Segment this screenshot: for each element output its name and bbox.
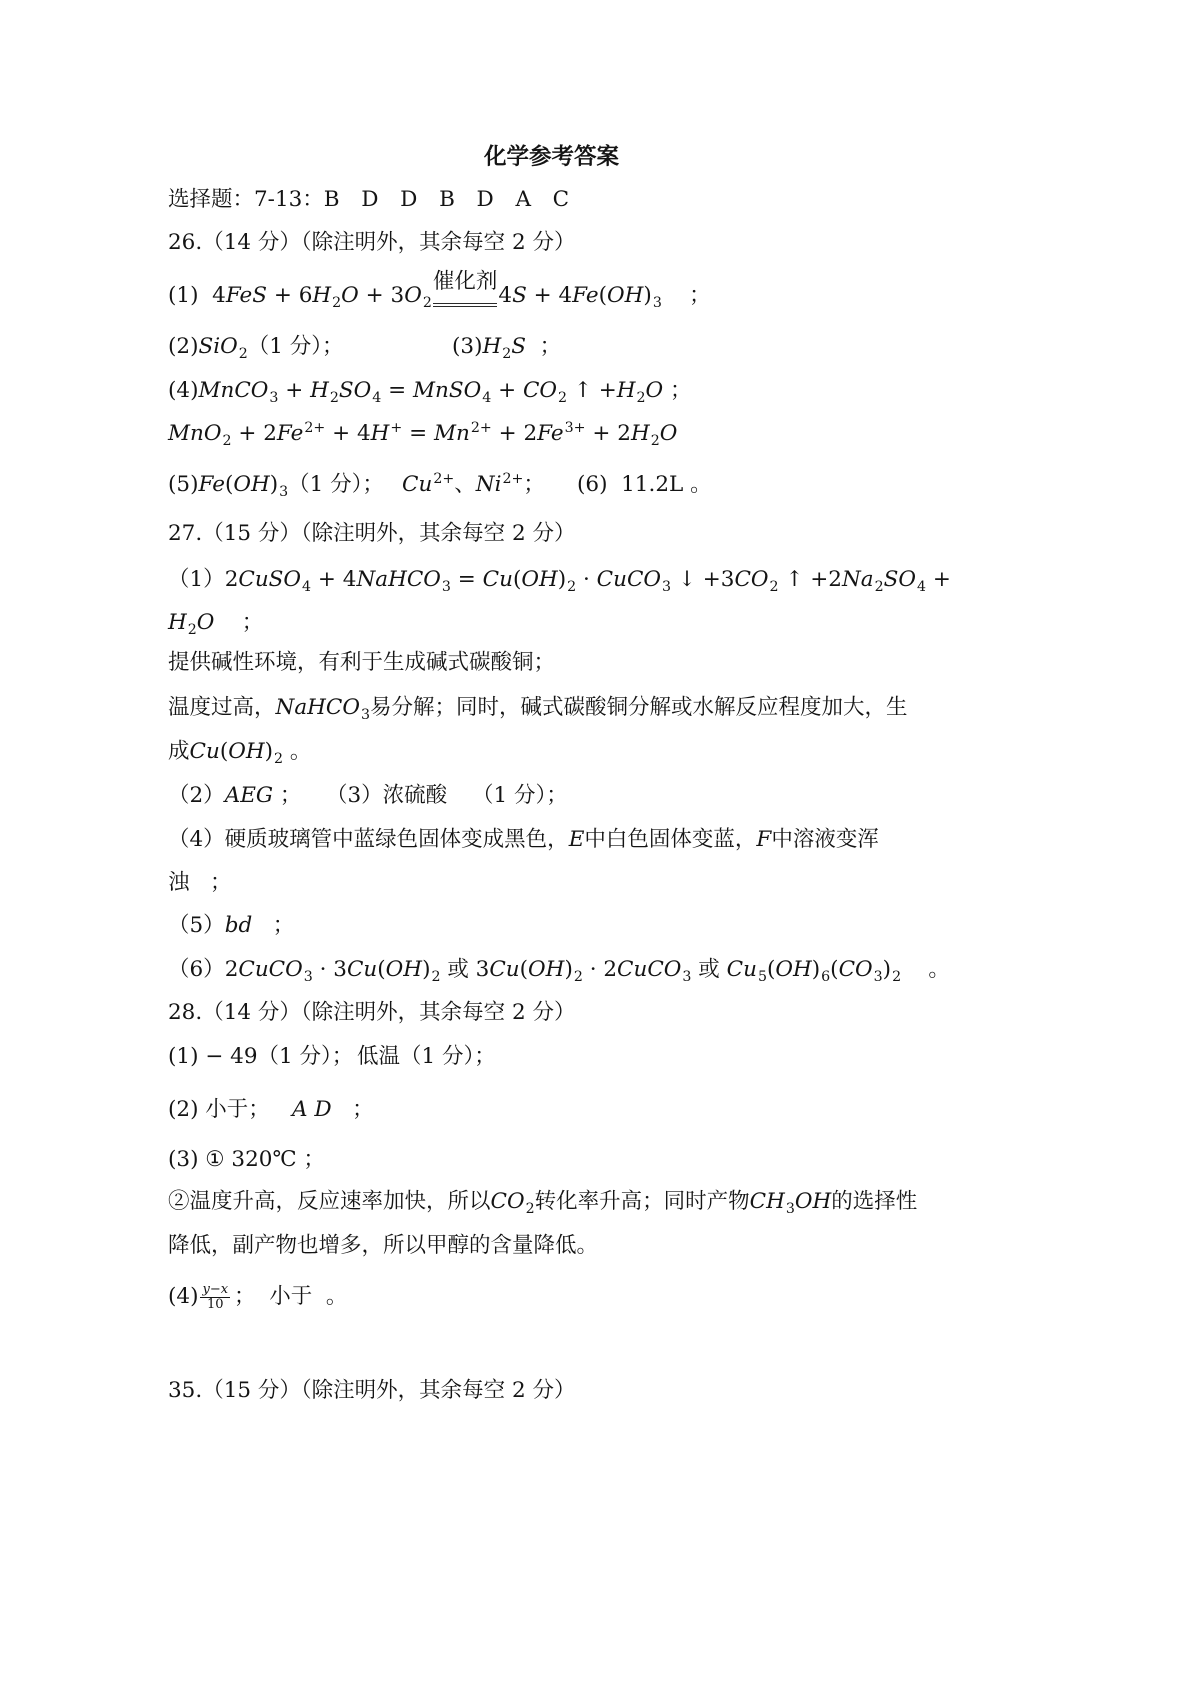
math-upright: ( [377,957,386,982]
math-italic: H [630,421,650,446]
q26-answer-6 [577,470,712,500]
math-italic: CuCO [238,957,303,982]
math-italic: OH [607,283,644,308]
math-upright: ( [512,567,522,592]
reaction-condition [432,269,498,307]
q26-heading [168,228,575,258]
math-italic: CH [749,1189,785,1214]
text-run: 低温（1 分）； [357,1044,496,1069]
text-run: 或 [440,957,476,982]
text-run: 转化率升高；同时产物 [534,1189,750,1214]
subscript: 2 [502,345,512,362]
math-upright: ( [830,957,839,982]
text-run: 35.（15 分）（除注明外，其余每空 2 分） [168,1378,576,1403]
q26-answers-5-6 [168,470,712,500]
math-upright: ( [766,957,776,982]
q27-answer-2 [168,781,326,811]
math-italic: Ni [475,472,502,497]
q26-answer-5-ions [402,470,577,502]
math-italic: OH [775,957,812,982]
math-italic: MnSO [413,378,482,403]
q35-heading [168,1376,575,1406]
text-run: ； [525,334,562,359]
q28-answer-1 [168,1042,496,1072]
math-upright: + 6 [267,283,313,308]
math-upright: + 4 [325,421,371,446]
subscript: 2 [222,432,232,449]
math-upright: (2) [168,1097,206,1122]
math-italic: Cu [489,957,520,982]
text-run: 成 [168,739,190,764]
math-italic: OH [528,957,565,982]
math-italic: MnO [168,421,222,446]
math-upright: (1) − 49 [168,1044,258,1069]
math-upright: ( [598,283,608,308]
q26-answer-1-equation [168,269,711,311]
math-upright: + 2 [585,421,631,446]
math-upright: 3 [475,957,490,982]
subscript: 2 [874,578,884,595]
math-upright: (2) [168,334,199,359]
text-run: 的选择性 [831,1189,918,1214]
math-upright: + 2 [231,421,277,446]
math-upright: + [491,378,523,403]
superscript: 2+ [433,470,455,487]
q27-answer-1-line-2 [168,608,263,638]
text-run: 或 [691,957,727,982]
math-italic: H [168,610,187,635]
subscript: 5 [757,968,767,985]
subscript: 4 [482,389,492,406]
math-italic: Mn [434,421,470,446]
text-run: 26.（14 分）（除注明外，其余每空 2 分） [168,230,576,255]
q28-answer-4 [168,1282,347,1312]
q28-answer-1-value [168,1042,357,1072]
math-upright: ( [219,739,229,764]
math-upright: + [278,378,311,403]
math-upright: (5) [168,472,199,497]
math-upright: ) [643,283,652,308]
q27-answer-4-line-2 [168,868,232,898]
subscript: 4 [372,389,382,406]
catalyst-label: 催化剂 [432,269,498,294]
math-italic: AEG [224,783,274,808]
math-italic: OH [228,739,265,764]
math-italic: S [511,334,526,359]
math-italic: H [370,421,390,446]
q28-answer-2-comparison [168,1095,292,1125]
math-italic: SO [883,567,916,592]
text-run: ②温度升高，反应速率加快，所以 [168,1189,491,1214]
text-run: 。 [901,957,950,982]
math-italic: O [659,421,678,446]
math-upright: = [402,421,434,446]
q28-answer-1-condition [357,1042,496,1072]
text-run: 11.2L 。 [621,472,712,497]
q27-answer-1-line-1 [168,565,951,595]
text-run: 27.（15 分）（除注明外，其余每空 2 分） [168,521,576,546]
math-italic: FeS [225,283,268,308]
q26-answer-4-line-1 [168,376,692,406]
subscript: 3 [303,968,313,985]
subscript: 2 [558,389,568,406]
q26-answer-2 [168,332,452,364]
text-run: （5） [168,913,225,938]
fraction [200,1283,230,1312]
math-upright: ) [882,957,892,982]
fraction-numerator: y−x [202,1281,229,1297]
math-italic: H [616,378,636,403]
math-upright: ) [264,739,273,764]
math-upright: 2 [224,957,239,982]
text-run: 易分解；同时，碱式碳酸铜分解或水解反应程度加大，生 [370,695,908,720]
superscript: 3+ [564,419,586,436]
math-italic: OH [521,567,558,592]
text-run: （6） [168,957,225,982]
q28-answer-3-line-1 [168,1145,325,1175]
math-italic: Fe [537,421,564,446]
math-upright: (1) 4 [168,283,226,308]
math-italic: H [310,378,329,403]
q27-answers-2-3 [168,781,568,811]
math-italic: A D [292,1097,332,1122]
multiple-choice-answers [168,185,569,215]
math-upright: + 2 [491,421,538,446]
q28-answer-3-line-2 [168,1187,917,1217]
superscript: 2+ [502,470,524,487]
subscript: 3 [279,483,289,500]
text-run: （1 分）； [247,334,344,359]
math-italic: SO [338,378,372,403]
math-italic: H [482,334,502,359]
math-upright: + 4 [311,567,357,592]
math-italic: Fe [198,472,225,497]
math-upright: ( [519,957,529,982]
math-italic: O [341,283,359,308]
math-upright: (3) [452,334,483,359]
math-upright: ( [224,472,234,497]
math-upright: ↑ + [567,378,617,403]
math-italic: O [404,283,422,308]
math-upright: + 3 [358,283,405,308]
math-italic: CO [838,957,873,982]
math-italic: CO [734,567,769,592]
text-run: （1 分）； [472,783,568,808]
math-italic: Cu [482,567,513,592]
math-upright: ) [269,472,279,497]
math-italic: H [312,283,332,308]
q26-answer-3 [452,332,561,364]
subscript: 2 [431,968,441,985]
math-upright: (6) [577,472,622,497]
text-run: ； 小于 。 [234,1284,348,1309]
subscript: 2 [187,621,197,638]
q28-answer-2-options [292,1095,374,1125]
q27-answer-1-line-3 [168,648,555,678]
subscript: 2 [573,968,583,985]
text-run: （4）硬质玻璃管中蓝绿色固体变成黑色， [168,827,569,852]
q27-answer-1-line-5 [168,737,311,767]
text-run: 小于； [205,1097,270,1122]
text-run: 28.（14 分）（除注明外，其余每空 2 分） [168,1000,576,1025]
q28-heading [168,998,575,1028]
superscript: 2+ [304,419,326,436]
math-italic: Cu [726,957,757,982]
math-upright: (3) [168,1147,206,1172]
subscript: 2 [274,750,284,767]
math-italic: O [645,378,664,403]
math-italic: Fe [276,421,304,446]
text-run: （3）浓硫酸 [326,783,448,808]
subscript: 2 [636,389,646,406]
math-upright: · 3 [312,957,347,982]
math-italic: E [568,827,585,852]
subscript: 2 [769,578,779,595]
math-italic: CO [490,1189,525,1214]
math-upright: ) [811,957,821,982]
math-upright: (4) [168,378,199,403]
text-run: ； [252,913,295,938]
q27-heading [168,519,575,549]
math-upright: ) [422,957,431,982]
subscript: 3 [785,1200,795,1217]
text-run: ； [663,378,692,403]
text-run: 浊 ； [168,870,232,895]
math-upright: = [450,567,483,592]
q27-answer-6 [168,955,950,985]
subscript: 3 [662,578,672,595]
math-upright: 2 [224,567,239,592]
math-italic: CO [522,378,558,403]
math-italic: NaHCO [356,567,441,592]
math-upright: (4) [168,1284,199,1309]
page-title: 化学参考答案 [483,144,619,170]
math-italic: OH [794,1189,832,1214]
q28-answer-2 [168,1095,374,1125]
math-italic: SiO [198,334,238,359]
math-upright: ↑ +2 [778,567,842,592]
math-italic: NaHCO [275,695,360,720]
subscript: 2 [238,345,248,362]
math-italic: CuCO [617,957,682,982]
subscript: 3 [682,968,692,985]
text-run: （1） [168,567,225,592]
text-run: （2） [168,783,225,808]
math-italic: MnCO [198,378,269,403]
q27-answer-1-line-4 [168,693,908,723]
math-italic: O [196,610,215,635]
math-italic: Cu [189,739,220,764]
text-run: ； [273,783,302,808]
text-run: ① 320℃ ； [205,1147,325,1172]
math-italic: F [756,827,772,852]
math-upright: · 2 [582,957,618,982]
text-run: 中溶液变浑 [771,827,879,852]
math-upright: + 4 [526,283,573,308]
math-upright: = [381,378,413,403]
subscript: 2 [329,389,339,406]
subscript: 2 [650,432,660,449]
superscript: 2+ [470,419,492,436]
text-run: ； [331,1097,374,1122]
math-upright: 4 [498,283,513,308]
superscript: + [390,419,403,436]
text-run: 提供碱性环境，有利于生成碱式碳酸铜； [168,650,556,675]
text-run: （1 分）； [257,1044,354,1069]
text-run: ； [214,610,264,635]
subscript: 4 [916,578,927,595]
subscript: 4 [302,578,312,595]
math-upright: ) [557,567,567,592]
subscript: 2 [332,294,342,311]
text-run: 降低，副产物也增多，所以甲醇的含量降低。 [168,1233,599,1258]
q26-answer-4-line-2 [168,419,677,449]
math-italic: bd [224,913,253,938]
text-run: 温度过高， [168,695,276,720]
q26-answer-5 [168,470,402,502]
math-italic: CuSO [238,567,302,592]
q27-answer-4-line-1 [168,825,879,855]
math-italic: OH [233,472,270,497]
q28-answer-3-line-3 [168,1231,598,1261]
subscript: 2 [892,968,902,985]
q27-answer-3-score [472,781,568,811]
math-italic: S [512,283,527,308]
subscript: 3 [360,706,371,723]
text-run: 中白色固体变蓝， [584,827,757,852]
math-italic: Na [841,567,874,592]
subscript: 2 [525,1200,535,1217]
text-run: ； [523,472,545,497]
math-italic: Fe [572,283,599,308]
subscript: 2 [567,578,577,595]
math-italic: CuCO [596,567,662,592]
subscript: 6 [821,968,831,985]
text-run: 选择题：7-13：B D D B D A C [168,187,570,212]
math-italic: Cu [346,957,378,982]
math-upright: ↓ +3 [671,567,735,592]
math-italic: OH [385,957,423,982]
subscript: 3 [269,389,279,406]
text-run: ； [661,283,711,308]
math-upright: ) [564,957,573,982]
math-upright: + [926,567,951,592]
text-run: （1 分）； [288,472,384,497]
math-italic: Cu [402,472,433,497]
text-run: 。 [283,739,312,764]
subscript: 3 [873,968,883,985]
q27-answer-5 [168,911,294,941]
subscript: 3 [441,578,451,595]
fraction-denominator: 10 [206,1296,224,1312]
subscript: 2 [422,294,432,311]
subscript: 3 [652,294,662,311]
text-run: 、 [454,472,476,497]
q26-answers-2-3 [168,332,561,362]
math-upright: · [576,567,597,592]
q27-answer-3 [326,781,472,811]
